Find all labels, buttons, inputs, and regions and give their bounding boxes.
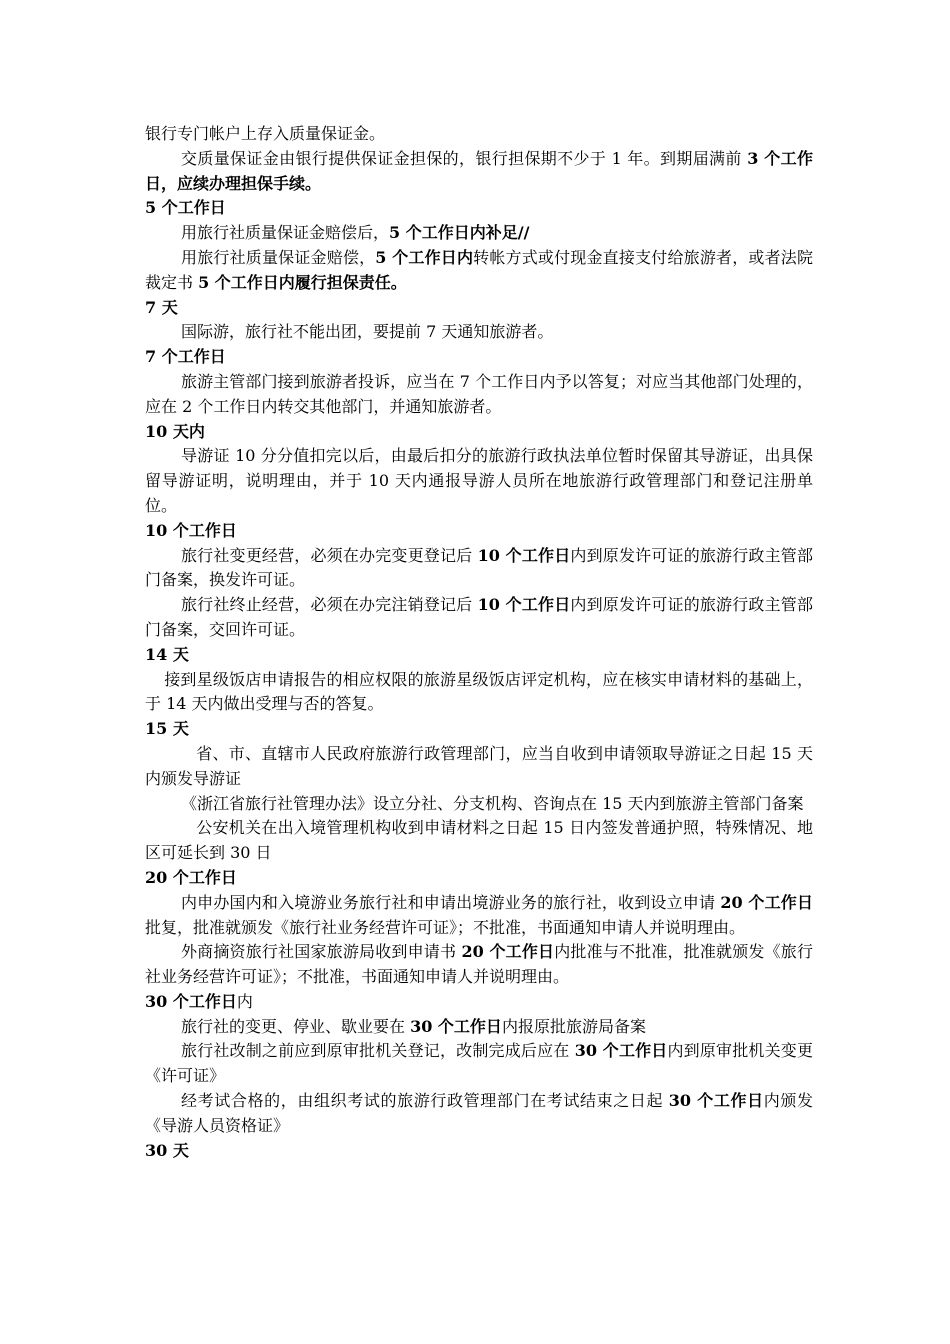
body-paragraph [145, 147, 813, 197]
paragraph-text: 旅行社改制之前应到原审批机关登记，改制完成后应在 [181, 1041, 575, 1061]
emphasized-text: 10 个工作日 [477, 595, 571, 615]
paragraph-text: 内颁发《导游人员资格证》 [145, 1091, 813, 1135]
section-heading [145, 296, 813, 321]
paragraph-text: 《浙江省旅行社管理办法》设立分社、分支机构、咨询点在 15 天内到旅游主管部门备案 [181, 793, 804, 813]
paragraph-text: 转帐方式或付现金直接支付给旅游者，或者法院裁定书 [145, 247, 813, 292]
paragraph-text: 内到原发许可证的旅游行政主管部门备案，交回许可证。 [145, 595, 813, 639]
heading-text: 10 天内 [145, 421, 205, 441]
emphasized-text: 5 个工作日内 [375, 247, 474, 267]
paragraph-text: 银行专门帐户上存入质量保证金。 [145, 124, 386, 143]
paragraph-text: 经考试合格的，由组织考试的旅游行政管理部门在考试结束之日起 [181, 1091, 669, 1111]
body-paragraph [145, 816, 813, 866]
body-paragraph [145, 1015, 813, 1040]
body-paragraph [145, 891, 813, 941]
paragraph-text: 批复，批准就颁发《旅行社业务经营许可证》；不批准，书面通知申请人并说明理由。 [145, 917, 746, 937]
paragraph-text: 国际游，旅行社不能出团，要提前 7 天通知旅游者。 [181, 322, 554, 342]
heading-text: 14 天 [145, 644, 189, 664]
paragraph-text: 交质量保证金由银行提供保证金担保的，银行担保期不少于 1 年。到期届满前 [181, 148, 748, 168]
emphasized-text: 30 个工作日 [668, 1091, 764, 1111]
heading-text: 7 天 [145, 297, 178, 317]
body-paragraph [145, 246, 813, 296]
body-paragraph [145, 742, 813, 792]
paragraph-text: 旅行社变更经营，必须在办完变更登记后 [181, 545, 478, 565]
section-heading [145, 990, 813, 1015]
heading-text: 内 [236, 991, 253, 1011]
heading-text: 10 个工作日 [145, 520, 237, 540]
paragraph-text: 内申办国内和入境游业务旅行社和申请出境游业务的旅行社，收到设立申请 [181, 892, 721, 912]
body-paragraph [145, 593, 813, 643]
section-heading [145, 717, 813, 742]
emphasized-text: 10 个工作日 [477, 545, 571, 565]
paragraph-text: 内到原审批机关变更《许可证》 [145, 1041, 813, 1086]
section-heading [145, 519, 813, 544]
paragraph-text: 省、市、直辖市人民政府旅游行政管理部门，应当自收到申请领取导游证之日起 15 天内颁发导游证 [145, 743, 813, 788]
emphasized-text: 30 个工作日 [574, 1041, 668, 1061]
body-paragraph [145, 1089, 813, 1139]
section-heading [145, 345, 813, 370]
paragraph-text: 导游证 10 分分值扣完以后，由最后扣分的旅游行政执法单位暂时保留其导游证，出具保留导游证明，说明理由，并于 10 天内通报导游人员所在地旅游行政管理部门和登记注册单位。 [145, 446, 813, 515]
section-heading [145, 643, 813, 668]
paragraph-text: 外商摘资旅行社国家旅游局收到申请书 [181, 942, 462, 962]
heading-text: 30 天 [145, 1140, 189, 1160]
paragraph-text: 旅游主管部门接到旅游者投诉，应当在 7 个工作日内予以答复；对应当其他部门处理的，应在 2 个工作日内转交其他部门，并通知旅游者。 [145, 371, 813, 416]
body-paragraph [145, 221, 813, 246]
heading-text: 30 个工作日 [145, 991, 237, 1011]
emphasized-text: 20 个工作日 [461, 942, 555, 962]
emphasized-text: 20 个工作日 [720, 892, 813, 912]
emphasized-text: 3 个工作日，应续办理担保手续。 [145, 148, 813, 193]
heading-text: 20 个工作日 [145, 867, 237, 887]
body-paragraph [145, 122, 813, 147]
document-page [145, 122, 813, 1163]
paragraph-text: 用旅行社质量保证金赔偿后， [181, 223, 390, 243]
section-heading [145, 866, 813, 891]
body-paragraph [145, 320, 813, 345]
paragraph-text: 公安机关在出入境管理机构收到申请材料之日起 15 日内签发普通护照，特殊情况、地区可延长到 30 日 [145, 818, 813, 863]
heading-text: 5 个工作日 [145, 198, 226, 218]
paragraph-text: 内批准与不批准，批准就颁发《旅行社业务经营许可证》；不批准，书面通知申请人并说明理由。 [145, 942, 813, 987]
emphasized-text: 5 个工作日内补足// [389, 223, 530, 243]
section-heading [145, 1139, 813, 1164]
body-paragraph [145, 1039, 813, 1089]
emphasized-text: 30 个工作日 [410, 1016, 502, 1036]
paragraph-text: 内报原批旅游局备案 [501, 1016, 646, 1036]
paragraph-text: 内到原发许可证的旅游行政主管部门备案，换发许可证。 [145, 545, 813, 590]
paragraph-text: 旅行社终止经营，必须在办完注销登记后 [181, 595, 478, 615]
section-heading [145, 420, 813, 445]
paragraph-text: 接到星级饭店申请报告的相应权限的旅游星级饭店评定机构，应在核实申请材料的基础上，于 14 天内做出受理与否的答复。 [145, 669, 813, 714]
emphasized-text: 5 个工作日内履行担保责任。 [198, 272, 407, 292]
heading-text: 15 天 [145, 719, 189, 739]
section-heading [145, 196, 813, 221]
body-paragraph [145, 668, 813, 718]
heading-text: 7 个工作日 [145, 347, 226, 367]
body-paragraph [145, 444, 813, 518]
body-paragraph [145, 370, 813, 420]
paragraph-text: 旅行社的变更、停业、歇业要在 [181, 1016, 411, 1036]
body-paragraph [145, 940, 813, 990]
body-paragraph [145, 544, 813, 594]
paragraph-text: 用旅行社质量保证金赔偿， [181, 247, 376, 267]
body-paragraph [145, 792, 813, 817]
